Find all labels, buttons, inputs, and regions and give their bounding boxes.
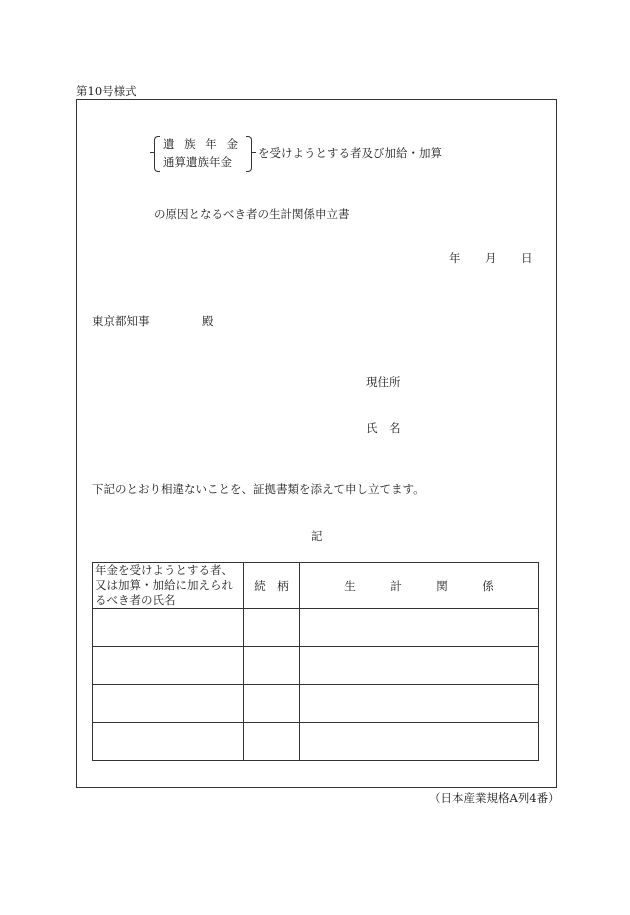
title-line-2: の原因となるべき者の生計関係申立書 [154,207,350,221]
table-row [93,723,539,761]
name-cell[interactable] [93,685,244,723]
header-name: 年金を受けようとする者、 又は加算・加給に加えられ るべき者の氏名 [93,563,244,609]
addressee-office: 東京都知事 [92,314,150,328]
table-header-row [93,563,539,609]
right-brace [246,136,252,172]
pension-type-2: 通算遺族年金 [163,155,232,169]
header-livelihood: 生 計 関 係 [300,563,539,609]
relationship-cell[interactable] [244,609,300,647]
livelihood-cell[interactable] [300,647,539,685]
relationship-cell[interactable] [244,723,300,761]
form-number: 第10号様式 [76,84,137,98]
name-label: 氏 名 [366,421,401,435]
header-relationship: 続 柄 [244,563,300,609]
address-label: 現住所 [366,375,401,389]
name-cell[interactable] [93,647,244,685]
name-cell[interactable] [93,723,244,761]
declaration-text: 下記のとおり相違ないことを、証拠書類を添えて申し立てます。 [92,482,425,496]
date-day: 日 [521,251,533,265]
relationship-cell[interactable] [244,685,300,723]
date-year: 年 [449,251,461,265]
name-cell[interactable] [93,609,244,647]
table-row [93,609,539,647]
table-row [93,647,539,685]
paper-size-note: （日本産業規格A列4番） [429,791,560,805]
table-row [93,685,539,723]
ki-heading: 記 [311,529,323,543]
addressee-honorific: 殿 [202,314,214,328]
left-brace [154,136,160,172]
livelihood-cell[interactable] [300,685,539,723]
livelihood-cell[interactable] [300,723,539,761]
date-month: 月 [485,251,497,265]
livelihood-table [92,562,539,761]
pension-type-1: 遺 族 年 金 [163,137,241,151]
relationship-cell[interactable] [244,647,300,685]
livelihood-cell[interactable] [300,609,539,647]
title-line-1: を受けようとする者及び加給・加算 [258,146,442,160]
